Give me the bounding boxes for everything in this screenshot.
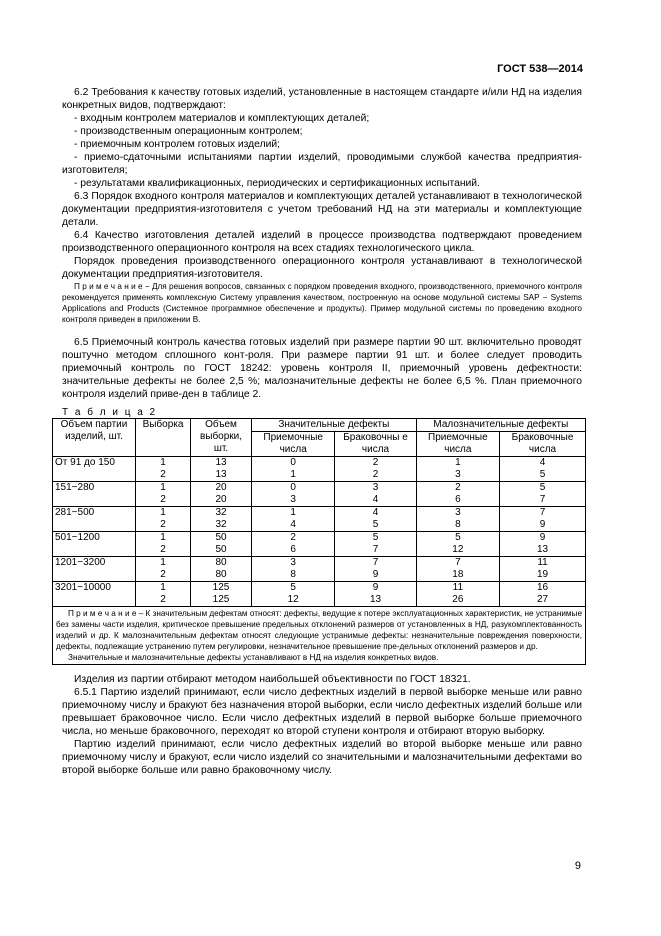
- cell-value: 20: [215, 482, 227, 493]
- cell-lot: 501−1200: [53, 532, 136, 557]
- cell-value: 16: [536, 582, 549, 593]
- cell-value: 9: [539, 532, 546, 543]
- cell-value: 7: [372, 557, 379, 568]
- cell-n: [191, 532, 252, 557]
- cell-value: 27: [536, 594, 549, 605]
- acceptance-plan-table: [52, 418, 586, 665]
- cell-value: 11: [452, 582, 464, 593]
- cell-lot: От 91 до 150: [53, 457, 136, 482]
- cell-value: 12: [287, 594, 299, 605]
- table-row: [53, 507, 586, 532]
- table-row: [53, 557, 586, 582]
- table-row: [53, 532, 586, 557]
- col-header-minor: Малозначительные дефекты: [416, 419, 585, 432]
- cell-s: [136, 557, 191, 582]
- cell-value: 2: [160, 544, 166, 555]
- cell-value: 5: [290, 582, 296, 593]
- cell-value: 50: [215, 532, 227, 543]
- cell-value: 1: [160, 457, 166, 468]
- cell-value: 32: [215, 507, 227, 518]
- cell-value: 1: [455, 457, 461, 468]
- cell-ma: [252, 532, 335, 557]
- cell-value: 11: [537, 557, 548, 568]
- table-note-a: П р и м е ч а н и е – К значительным дефектам относят: дефекты, ведущие к потере эксплуатационных характеристик, не устранимые без замены части изделия, критическое превышение предельных отклонений размеров от установленных в НД, разукомплектованность изделий и др. К малозначительным дефектам относят следующие устранимые дефекты: незначительные повреждения поверхности, дефекты, подлежащие устранению путем регулировки, незначительное превышение пре-дельных отклонений размеров и др.: [56, 609, 582, 651]
- cell-value: 6: [455, 494, 461, 505]
- cell-value: 13: [215, 469, 227, 480]
- cell-value: 1: [160, 532, 166, 543]
- cell-value: 3: [290, 494, 296, 505]
- cell-lot: 281−500: [53, 507, 136, 532]
- cell-value: 1: [290, 507, 296, 518]
- cell-n: [191, 507, 252, 532]
- cell-value: 2: [290, 532, 296, 543]
- cell-n: [191, 557, 252, 582]
- cell-mr: [335, 557, 416, 582]
- cell-n: [191, 482, 252, 507]
- cell-value: 5: [372, 519, 379, 530]
- cell-mr: [335, 582, 416, 607]
- cell-value: 9: [372, 569, 379, 580]
- cell-value: 3: [455, 469, 461, 480]
- cell-na: [416, 482, 499, 507]
- paragraph: 6.5 Приемочный контроль качества готовых изделий при размере партии 90 шт. включительно проводят поштучно методом сплошного конт-роля. При размере партии 91 шт. и более следует проводить приемочный контроль по ГОСТ 18242: уровень контроля II, приемочный уровень дефектности: значительные дефекты не более 2,5 %; малозначительные дефекты не более 6,5 %. План приемочного контроля изделий приве-ден в таблице 2.: [62, 337, 582, 400]
- cell-lot: 1201−3200: [53, 557, 136, 582]
- cell-s: [136, 482, 191, 507]
- col-header-minor-accept: Приемочные числа: [416, 432, 499, 457]
- list-item: - результатами квалификационных, периодических и сертификационных испытаний.: [74, 178, 480, 189]
- table-row: [53, 582, 586, 607]
- cell-value: 4: [372, 507, 379, 518]
- cell-value: 3: [290, 557, 296, 568]
- cell-ma: [252, 457, 335, 482]
- cell-value: 2: [160, 594, 166, 605]
- cell-value: 1: [290, 469, 296, 480]
- cell-ma: [252, 482, 335, 507]
- cell-na: [416, 582, 499, 607]
- cell-mr: [335, 507, 416, 532]
- cell-na: [416, 532, 499, 557]
- col-header-major-accept: Приемочные числа: [252, 432, 335, 457]
- cell-lot: 3201−10000: [53, 582, 136, 607]
- table-row: [53, 457, 586, 482]
- cell-mr: [335, 532, 416, 557]
- col-header-minor-reject: Браковочные числа: [500, 432, 586, 457]
- list-item: - производственным операционным контролем;: [74, 126, 303, 137]
- cell-value: 2: [455, 482, 461, 493]
- cell-nr: [500, 557, 586, 582]
- col-header-major: Значительные дефекты: [252, 419, 417, 432]
- cell-ma: [252, 507, 335, 532]
- cell-value: 3: [372, 482, 379, 493]
- cell-s: [136, 457, 191, 482]
- note: П р и м е ч а н и е − Для решения вопросов, связанных с порядком проведения входного, производственного, приемочного контроля рекомендуется применять комплексную Систему управления качеством, построенную на основе модульной системы SAP − Systems Applications and Products (Системное программное обеспечение и продукты). Пример модульной системы по проведению входного контроля приведен в приложении В.: [62, 282, 582, 324]
- cell-value: 5: [539, 469, 546, 480]
- cell-value: 7: [372, 544, 379, 555]
- cell-value: 0: [290, 482, 296, 493]
- cell-value: 12: [452, 544, 464, 555]
- paragraph: 6.3 Порядок входного контроля материалов и комплектующих деталей устанавливают в технологической документации предприятия-изготовителя с учетом требований НД на эти материалы и комплектующие детали.: [62, 191, 582, 228]
- list-item: - входным контролем материалов и комплектующих деталей;: [74, 113, 370, 124]
- cell-value: 19: [536, 569, 549, 580]
- table-note-b: Значительные и малозначительные дефекты устанавливают в НД на изделия конкретных видов.: [68, 653, 439, 662]
- cell-value: 125: [212, 582, 230, 593]
- paragraph: 6.5.1 Партию изделий принимают, если число дефектных изделий в первой выборке меньше или равно приемочному числу и бракуют без назначения второй выборки, если число дефектных изделий больше или превышает браковочное число. Если число дефектных изделий в первой выборке больше приемочного числа, но меньше браковочного, переходят ко второй ступени контроля и отбирают вторую выборку.: [62, 687, 582, 737]
- cell-value: 13: [215, 457, 227, 468]
- cell-value: 26: [452, 594, 464, 605]
- cell-ma: [252, 557, 335, 582]
- cell-s: [136, 582, 191, 607]
- cell-value: 2: [160, 469, 166, 480]
- cell-value: 1: [160, 482, 166, 493]
- cell-value: 7: [539, 494, 546, 505]
- cell-value: 32: [215, 519, 227, 530]
- cell-value: 6: [290, 544, 296, 555]
- cell-value: 18: [452, 569, 464, 580]
- cell-value: 5: [539, 482, 546, 493]
- cell-value: 13: [536, 544, 549, 555]
- cell-nr: [500, 482, 586, 507]
- cell-value: 20: [215, 494, 227, 505]
- cell-mr: [335, 457, 416, 482]
- cell-n: [191, 582, 252, 607]
- cell-value: 4: [539, 457, 546, 468]
- cell-s: [136, 532, 191, 557]
- table-row: [53, 482, 586, 507]
- cell-value: 80: [215, 569, 227, 580]
- cell-value: 3: [455, 507, 461, 518]
- cell-value: 2: [372, 469, 379, 480]
- list-item: - приемочным контролем готовых изделий;: [74, 139, 280, 150]
- cell-value: 2: [160, 519, 166, 530]
- cell-value: 1: [160, 557, 166, 568]
- paragraph: 6.2 Требования к качеству готовых изделий, установленные в настоящем стандарте и/или НД на изделия конкретных видов, подтверждают:: [62, 87, 582, 111]
- cell-value: 8: [455, 519, 461, 530]
- cell-value: 5: [372, 532, 379, 543]
- page-number: 9: [574, 860, 581, 872]
- cell-value: 13: [369, 594, 382, 605]
- cell-ma: [252, 582, 335, 607]
- cell-na: [416, 557, 499, 582]
- cell-na: [416, 457, 499, 482]
- cell-value: 50: [215, 544, 227, 555]
- cell-value: 2: [160, 569, 166, 580]
- cell-n: [191, 457, 252, 482]
- cell-nr: [500, 507, 586, 532]
- col-header-sample: Выборка: [136, 419, 191, 457]
- col-header-major-reject: Браковочны е числа: [335, 432, 416, 457]
- cell-value: 125: [212, 594, 230, 605]
- cell-nr: [500, 457, 586, 482]
- doc-code: ГОСТ 538—2014: [497, 63, 583, 75]
- col-header-lot: Объем партии изделий, шт.: [53, 419, 136, 457]
- paragraph: 6.4 Качество изготовления деталей изделий в процессе производства подтверждают проведением производственного операционного контроля на всех стадиях технологического цикла.: [62, 230, 582, 254]
- cell-value: 5: [455, 532, 461, 543]
- cell-nr: [500, 582, 586, 607]
- cell-value: 4: [290, 519, 296, 530]
- paragraph: Порядок проведения производственного операционного контроля устанавливают в технологической документации предприятия-изготовителя.: [62, 256, 582, 280]
- cell-value: 2: [372, 457, 379, 468]
- cell-s: [136, 507, 191, 532]
- cell-value: 4: [372, 494, 379, 505]
- cell-value: 9: [372, 582, 379, 593]
- list-item: - приемо-сдаточными испытаниями партии изделий, проводимыми службой качества предприятия-изготовителя;: [62, 152, 582, 176]
- col-header-sample-size: Объем выборки, шт.: [191, 419, 252, 457]
- table-caption: Т а б л и ц а 2: [62, 407, 158, 418]
- cell-value: 2: [160, 494, 166, 505]
- paragraph: Изделия из партии отбирают методом наибольшей объективности по ГОСТ 18321.: [74, 674, 471, 685]
- cell-value: 8: [290, 569, 296, 580]
- cell-value: 7: [455, 557, 461, 568]
- cell-nr: [500, 532, 586, 557]
- cell-lot: 151−280: [53, 482, 136, 507]
- cell-value: 0: [290, 457, 296, 468]
- paragraph: Партию изделий принимают, если число дефектных изделий во второй выборке меньше или равно приемочному числу и бракуют, если число изделий со значительными и малозначительными дефектами во второй выборке больше или равно браковочному числу.: [62, 739, 582, 776]
- page-content: [55, 86, 582, 777]
- cell-value: 80: [215, 557, 227, 568]
- cell-value: 1: [160, 582, 166, 593]
- cell-value: 7: [539, 507, 546, 518]
- cell-mr: [335, 482, 416, 507]
- cell-value: 1: [160, 507, 166, 518]
- table-note: [53, 607, 586, 665]
- cell-na: [416, 507, 499, 532]
- cell-value: 9: [539, 519, 546, 530]
